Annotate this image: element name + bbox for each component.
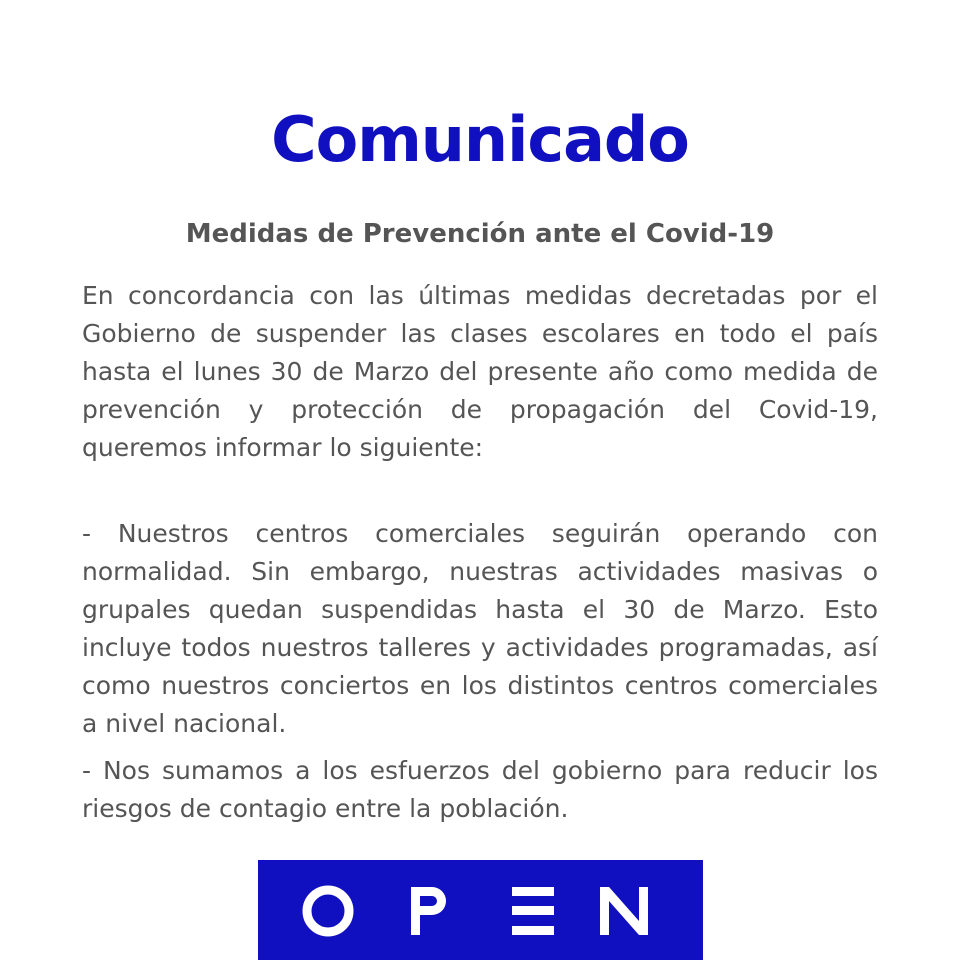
paragraph-malls-operation: - Nuestros centros comerciales seguirán operando con normalidad. Sin embargo, nuestras actividades masivas o grupales quedan suspendidas hasta el 30 de Marzo. Esto incluye todos nuestros talleres y actividades programadas, así como nuestros conciertos en los distintos centros comerciales a nivel nacional. <box>82 519 878 738</box>
paragraph-intro: En concordancia con las últimas medidas decretadas por el Gobierno de suspender las clases escolares en todo el país hasta el lunes 30 de Marzo del presente año como medida de prevención y protección de propagación del Covid-19, queremos informar lo siguiente: <box>82 281 878 462</box>
paragraph-government-support: - Nos sumamos a los esfuerzos del gobierno para reducir los riesgos de contagio entre la población. <box>82 756 878 823</box>
page-subtitle: Medidas de Prevención ante el Covid-19 <box>185 219 775 249</box>
page-title: Comunicado <box>271 103 689 176</box>
logo-letter-e <box>510 885 570 937</box>
logo-letter-p <box>406 885 466 937</box>
logo-letter-o <box>302 885 362 937</box>
open-logo <box>258 860 703 960</box>
logo-letter-n <box>598 885 658 937</box>
